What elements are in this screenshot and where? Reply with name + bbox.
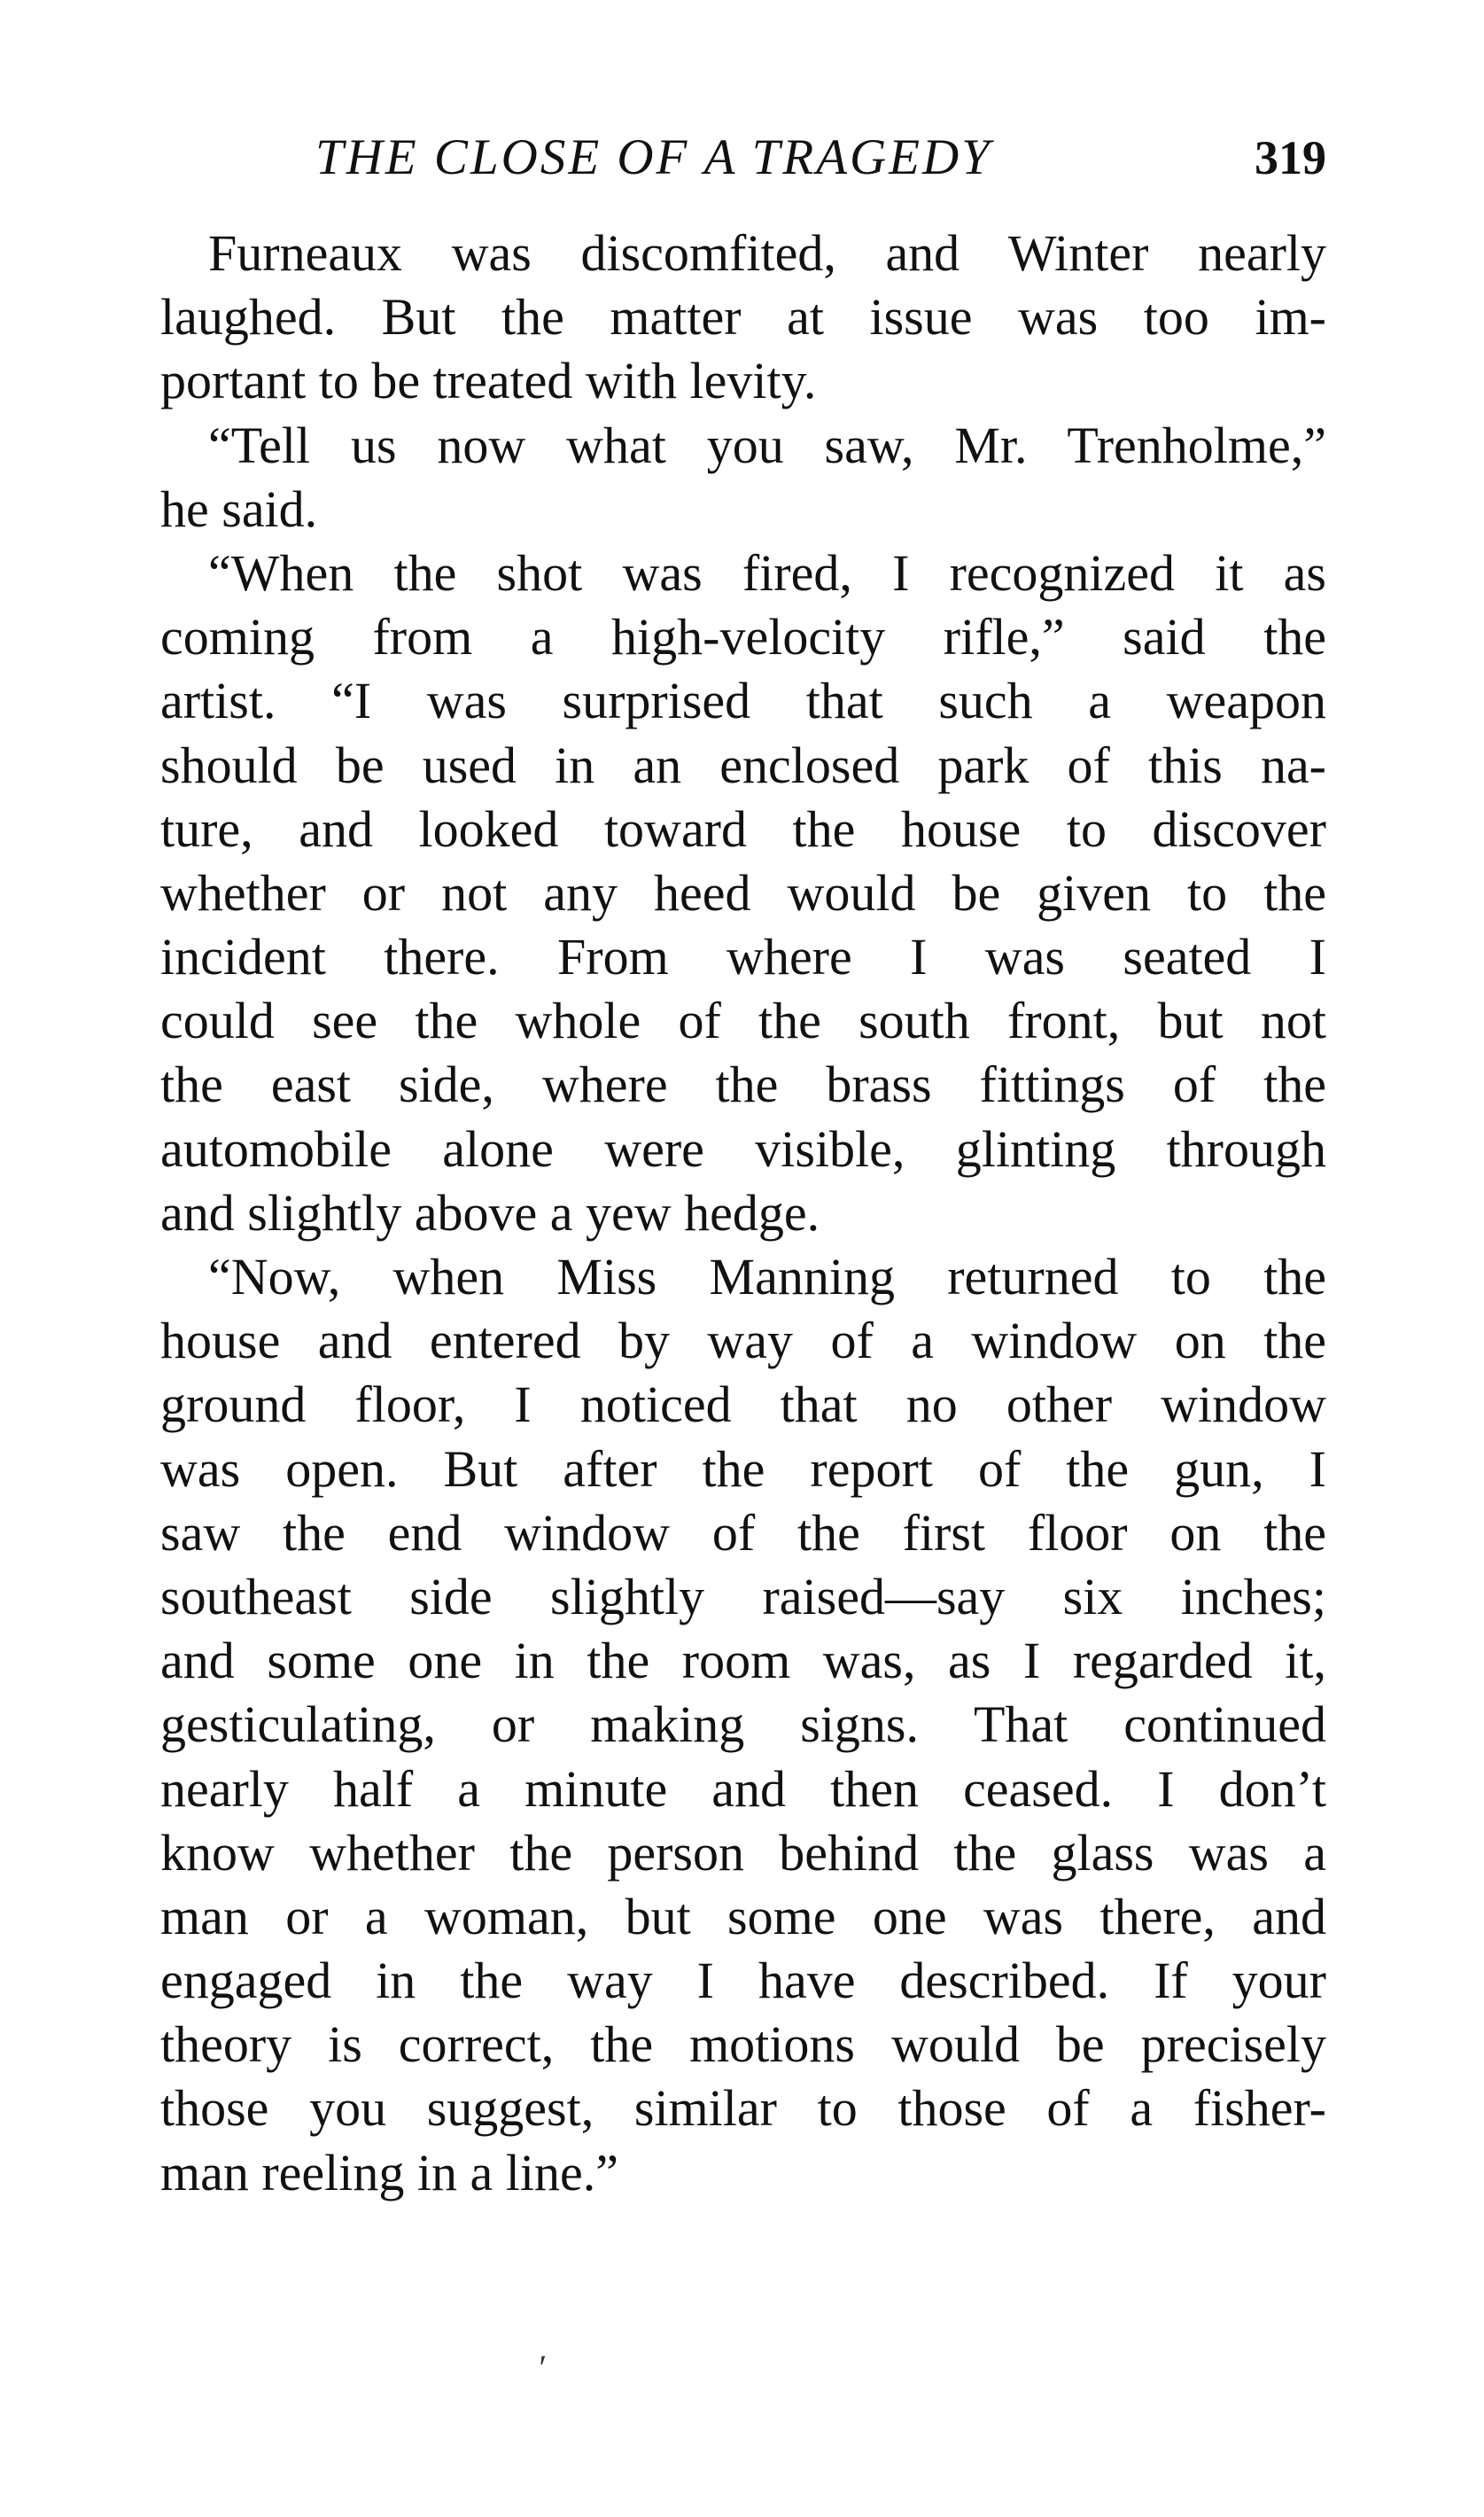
text-line: gesticulating, or making signs. That continued bbox=[160, 1695, 1326, 1754]
text-line: ground floor, I noticed that no other window bbox=[160, 1375, 1326, 1434]
text-line: man reeling in a line.” bbox=[160, 2143, 618, 2201]
text-line: and slightly above a yew hedge. bbox=[160, 1183, 820, 1242]
text-line: southeast side slightly raised—say six inches; bbox=[160, 1567, 1326, 1625]
text-line: and some one in the room was, as I regarded it, bbox=[160, 1632, 1326, 1690]
text-line: theory is correct, the motions would be precisely bbox=[160, 2015, 1326, 2074]
text-line: could see the whole of the south front, but not bbox=[160, 992, 1326, 1050]
text-line: saw the end window of the first floor on the bbox=[160, 1503, 1326, 1562]
running-head bbox=[160, 122, 1326, 193]
text-line: man or a woman, but some one was there, and bbox=[160, 1887, 1326, 1945]
text-line: “Tell us now what you saw, Mr. Trenholme,” bbox=[208, 416, 1326, 474]
text-line: portant to be treated with levity. bbox=[160, 352, 817, 410]
text-line: know whether the person behind the glass was a bbox=[160, 1823, 1326, 1882]
text-line: ture, and looked toward the house to discover bbox=[160, 799, 1326, 858]
running-title: THE CLOSE OF A TRAGEDY bbox=[315, 129, 992, 185]
text-line: those you suggest, similar to those of a fisher- bbox=[160, 2079, 1326, 2138]
page-number: 319 bbox=[1255, 131, 1326, 184]
text-line: nearly half a minute and then ceased. I don’t bbox=[160, 1759, 1326, 1818]
text-line: the east side, where the brass fittings of the bbox=[160, 1056, 1326, 1114]
text-line: incident there. From where I was seated I bbox=[160, 928, 1326, 986]
text-line: Furneaux was discomfited, and Winter nearly bbox=[208, 224, 1326, 282]
text-line: “When the shot was fired, I recognized it as bbox=[208, 543, 1326, 602]
text-line: artist. “I was surprised that such a weapon bbox=[160, 672, 1326, 730]
text-line: automobile alone were visible, glinting through bbox=[160, 1119, 1326, 1178]
text-line: “Now, when Miss Manning returned to the bbox=[208, 1248, 1326, 1305]
text-line: whether or not any heed would be given to the bbox=[160, 863, 1326, 922]
text-line: coming from a high-velocity rifle,” said the bbox=[160, 608, 1326, 666]
text-line: he said. bbox=[160, 479, 318, 538]
stray-mark: ′ bbox=[537, 2348, 545, 2388]
text-line: should be used in an enclosed park of this na- bbox=[160, 736, 1326, 794]
text-line: house and entered by way of a window on the bbox=[160, 1312, 1326, 1370]
text-line: was open. But after the report of the gun, I bbox=[160, 1439, 1326, 1498]
text-line: engaged in the way I have described. If your bbox=[160, 1952, 1326, 2010]
body-text bbox=[160, 222, 1326, 2205]
text-line: laughed. But the matter at issue was too im- bbox=[160, 288, 1326, 347]
